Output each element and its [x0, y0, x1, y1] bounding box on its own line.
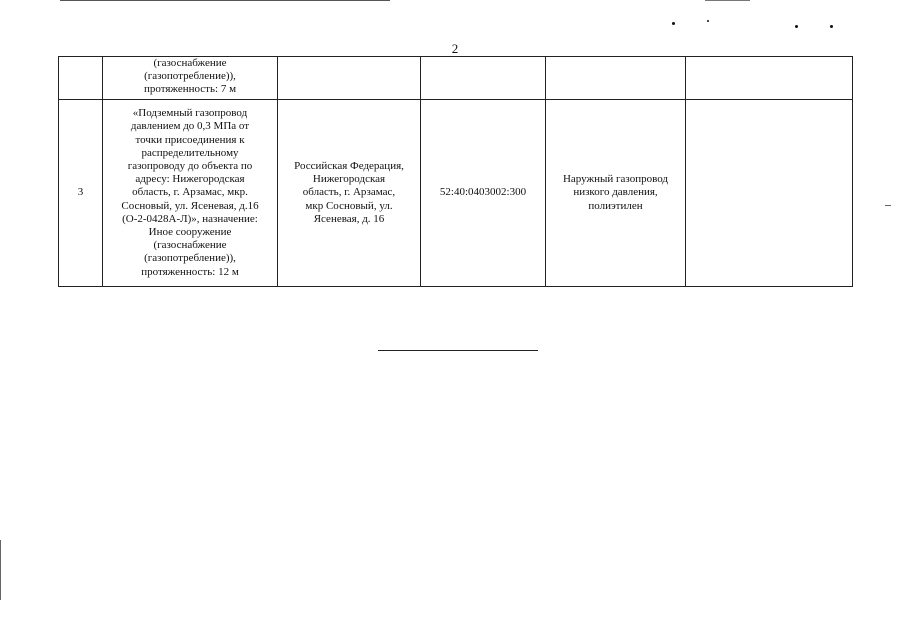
cell-address	[278, 100, 421, 287]
cell-object-description	[103, 100, 278, 287]
scan-edge-mark	[0, 540, 1, 600]
cell-cadastral-number: 52:40:0403002:300	[421, 100, 546, 287]
end-of-document-rule	[378, 350, 538, 351]
cell-row-number	[59, 57, 103, 100]
page-number: 2	[451, 41, 459, 56]
text-line: Российская Федерация,	[294, 159, 404, 172]
text-line: (О-2-0428А-Л)», назначение:	[122, 212, 258, 225]
scan-speck	[707, 20, 709, 22]
cell-row-number: 3	[59, 100, 103, 287]
cell-object-description	[103, 57, 278, 100]
text-line: область, г. Арзамас, мкр.	[132, 186, 248, 199]
text-line: Сосновый, ул. Ясеневая, д.16	[121, 199, 259, 212]
text-line: (газопотребление)),	[144, 252, 236, 265]
cell-characteristics	[546, 100, 686, 287]
scan-speck	[795, 25, 798, 28]
property-table-body	[59, 57, 853, 287]
text-line: «Подземный газопровод	[132, 107, 248, 120]
text-line: низкого давления,	[573, 186, 658, 199]
text-line: протяженность: 12 м	[141, 265, 239, 278]
text-line: Нижегородская	[312, 173, 386, 186]
text-line: Иное сооружение	[148, 226, 232, 238]
text-line: (газопотребление)),	[144, 70, 236, 83]
table-row	[59, 100, 853, 287]
text-line: распределительному	[141, 146, 239, 159]
cell-characteristics	[546, 57, 686, 100]
text-line: полиэтилен	[588, 199, 643, 212]
text-line: газопроводу до объекта по	[127, 159, 253, 172]
table-row	[59, 57, 853, 100]
text-line: точки присоединения к	[135, 133, 245, 146]
text-line: Ясеневая, д. 16	[313, 212, 385, 225]
text-line: мкр Сосновый, ул.	[305, 199, 393, 212]
text-line: Наружный газопровод	[562, 173, 668, 186]
text-line: протяженность: 7 м	[143, 83, 237, 96]
cell-address	[278, 57, 421, 100]
text-line: (газоснабжение	[153, 57, 227, 69]
scan-edge-mark	[885, 205, 891, 206]
cell-extra	[686, 57, 853, 100]
property-table	[58, 56, 853, 287]
cell-cadastral-number	[421, 57, 546, 100]
scan-artifact-top-right-line	[705, 0, 750, 1]
scan-artifact-top-line	[60, 0, 390, 1]
text-line: (газоснабжение	[153, 239, 227, 252]
text-line: давлением до 0,3 МПа от	[130, 120, 250, 133]
text-line: адресу: Нижегородская	[135, 173, 245, 186]
text-line: область, г. Арзамас,	[302, 186, 396, 199]
cell-extra	[686, 100, 853, 287]
scan-speck	[830, 25, 833, 28]
scan-speck	[672, 22, 675, 25]
